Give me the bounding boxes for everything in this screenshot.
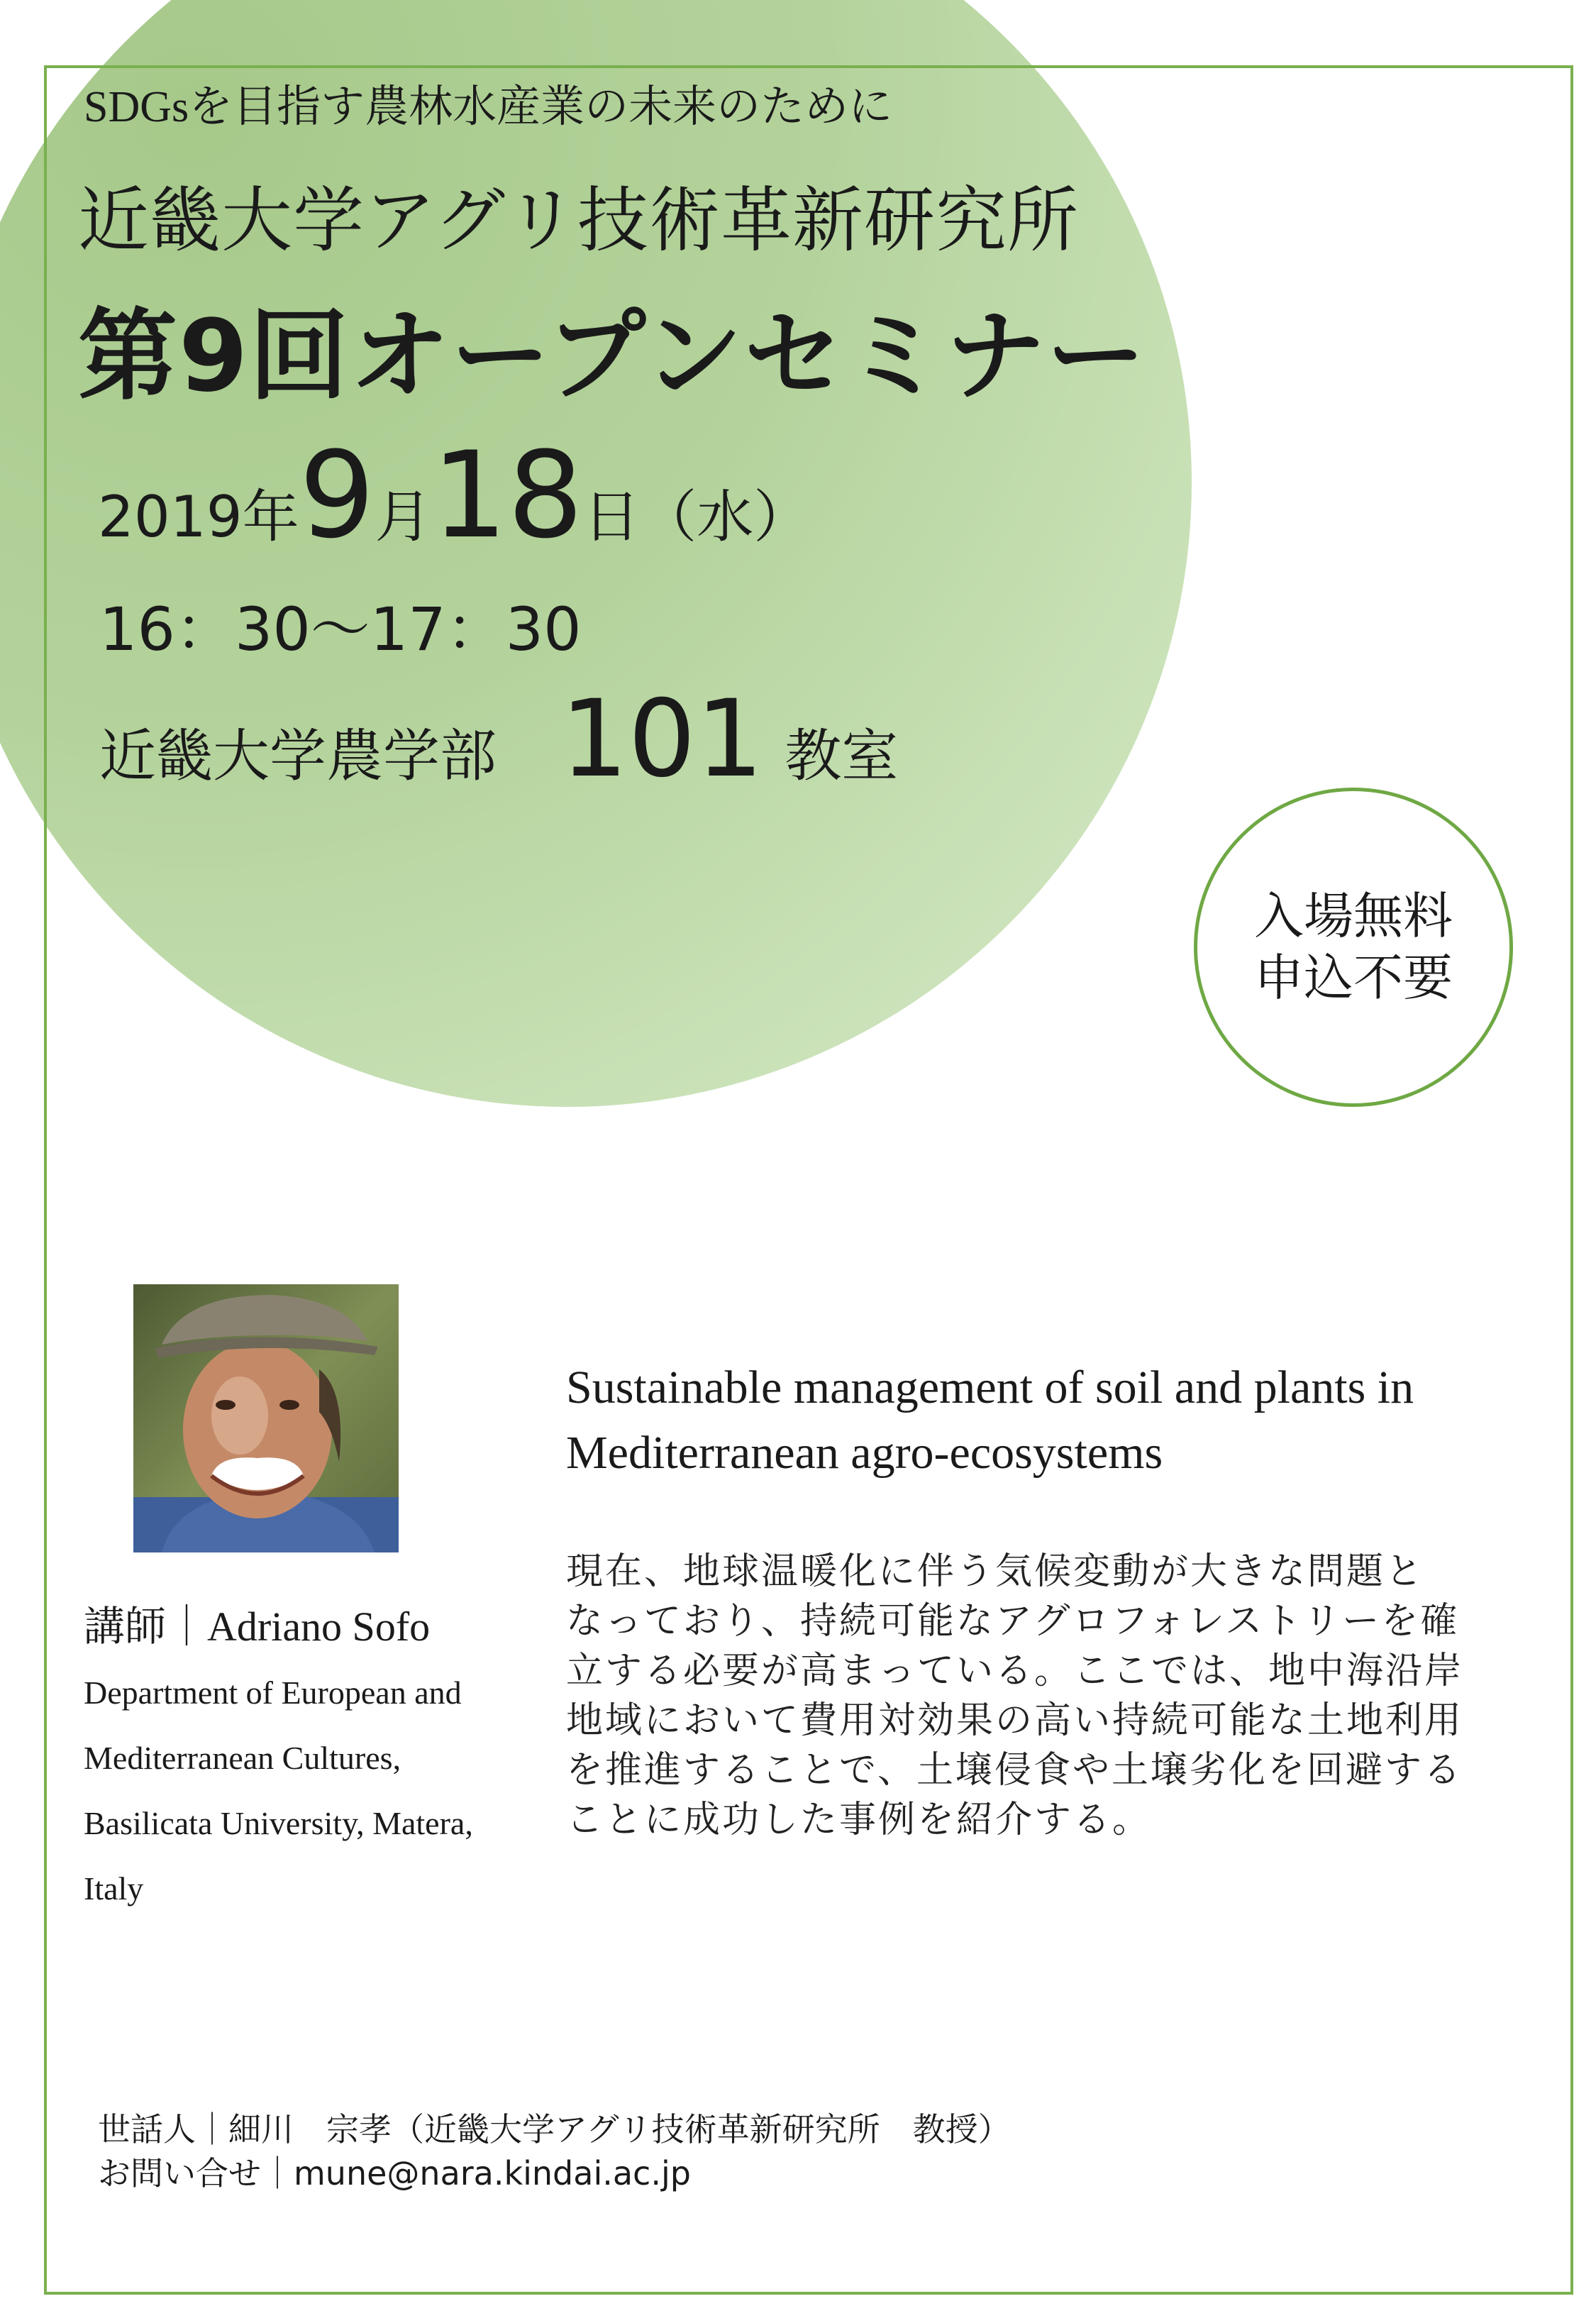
room-label: 教室 (785, 723, 899, 789)
contact-line: お問い合せ｜mune@nara.kindai.ac.jp (98, 2154, 691, 2192)
abstract-line: ことに成功した事例を紹介する。 (566, 1799, 1152, 1841)
affiliation-line: Basilicata University, Matera, (84, 1805, 473, 1841)
speaker-photo (133, 1284, 399, 1552)
event-venue (99, 678, 898, 801)
talk-title (566, 1355, 1414, 1486)
date-year: 2019年 (98, 484, 299, 550)
talk-abstract (566, 1547, 1463, 1845)
talk-title-line: Mediterranean agro-ecosystems (566, 1427, 1163, 1479)
speaker-name: 講師｜Adriano Sofo (84, 1604, 431, 1650)
badge-no-registration: 申込不要 (1254, 949, 1453, 1007)
badge-free-admission: 入場無料 (1254, 886, 1453, 945)
affiliation-line: Italy (84, 1870, 144, 1907)
admission-badge (1194, 788, 1513, 1107)
abstract-line: 地域において費用対効果の高い持続可能な土地利用 (566, 1699, 1464, 1742)
abstract-line: 現在、地球温暖化に伴う気候変動が大きな問題と (566, 1550, 1425, 1593)
subtitle: SDGsを目指す農林水産業の未来のために (84, 83, 893, 131)
event-time: 16：30～17：30 (99, 595, 582, 664)
date-month-number: 9 (299, 426, 375, 565)
event-date (98, 426, 810, 565)
abstract-line: なっており、持続可能なアグロフォレストリーを確 (566, 1600, 1460, 1643)
affiliation-line: Mediterranean Cultures, (84, 1740, 401, 1776)
footer (98, 2107, 1011, 2195)
institute-name: 近畿大学アグリ技術革新研究所 (78, 179, 1079, 262)
speaker-affiliation (84, 1660, 473, 1921)
date-day-number: 18 (431, 426, 584, 565)
talk-title-line: Sustainable management of soil and plants in (566, 1362, 1414, 1413)
abstract-line: を推進することで、土壌侵食や土壌劣化を回避する (566, 1749, 1463, 1792)
date-day-label: 日（水） (583, 484, 811, 550)
abstract-line: 立する必要が高まっている。ここでは、地中海沿岸 (566, 1650, 1464, 1692)
seminar-title: 第9回オープンセミナー (78, 299, 1147, 414)
date-month-label: 月 (375, 484, 432, 550)
organizer-line: 世話人｜細川 宗孝（近畿大学アグリ技術革新研究所 教授） (98, 2110, 1011, 2148)
room-number: 101 (560, 678, 764, 801)
affiliation-line: Department of European and (84, 1675, 462, 1711)
venue-name: 近畿大学農学部 (99, 723, 497, 789)
